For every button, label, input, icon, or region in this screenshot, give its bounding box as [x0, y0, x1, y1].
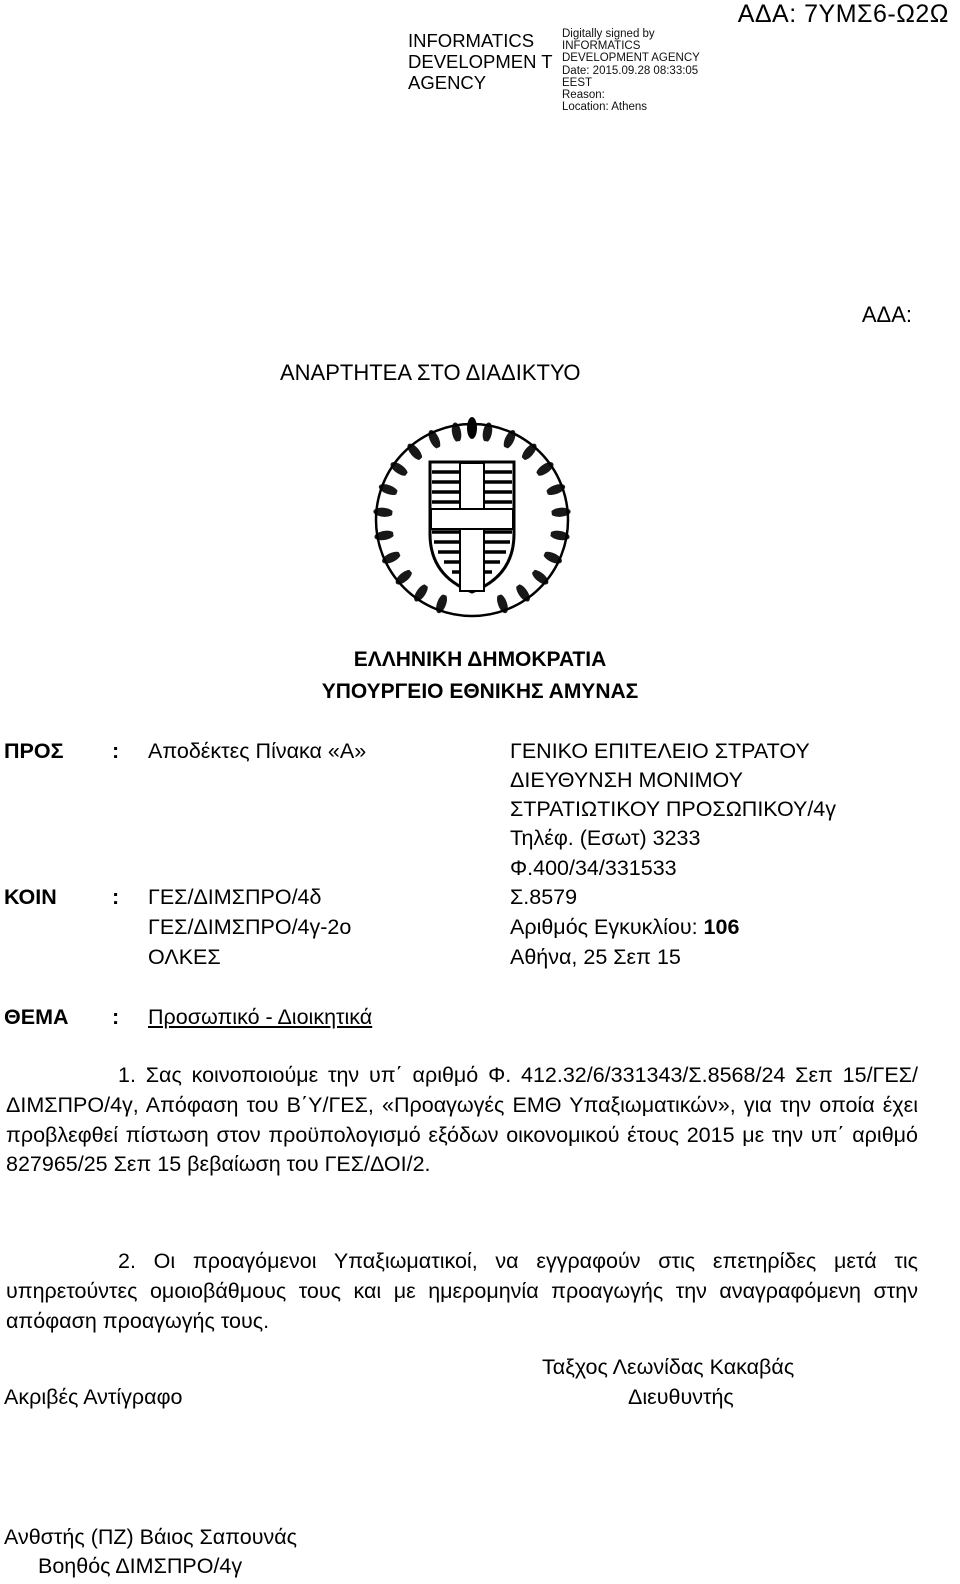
sender-line: ΓΕΝΙΚΟ ΕΠΙΤΕΛΕΙΟ ΣΤΡΑΤΟΥ: [510, 739, 810, 763]
signature-detail-line: Reason:: [562, 89, 605, 102]
publish-notice: ΑΝΑΡΤΗΤΕΑ ΣΤΟ ΔΙΑΔΙΚΤΥΟ: [280, 360, 581, 385]
subject-value: Προσωπικό - Διοικητικά: [148, 1005, 373, 1029]
signature-signer-name: INFORMATICS DEVELOPMEN T AGENCY: [408, 30, 553, 93]
signatory-title: Διευθυντής: [628, 1385, 734, 1409]
paragraph-text: 2. Οι προαγόμενοι Υπαξιωματικοί, να εγγραφούν στις επετηρίδες μετά τις υπηρετούντες ομοιοβάθμους τους και με ημερομηνία προαγωγής την αναγραφόμενη στην απόφαση προαγωγής τους.: [6, 1249, 918, 1333]
certified-copy-label: Ακριβές Αντίγραφο: [4, 1385, 183, 1409]
circular-number-line: [510, 915, 739, 940]
signatory-name: Ταξχος Λεωνίδας Κακαβάς: [542, 1355, 795, 1379]
signature-detail-line: DEVELOPMENT AGENCY: [562, 52, 700, 65]
sender-line: Φ.400/34/331533: [510, 856, 677, 880]
koin-value: ΓΕΣ/ΔΙΜΣΠΡΟ/4δ: [148, 885, 322, 909]
date-line: Αθήνα, 25 Σεπ 15: [510, 945, 681, 969]
paragraph-text: 1. Σας κοινοποιούμε την υπ΄ αριθμό Φ. 412.32/6/331343/Σ.8568/24 Σεπ 15/ΓΕΣ/ΔΙΜΣΠΡΟ/4γ, Απόφαση του Β΄Υ/ΓΕΣ, «Προαγωγές ΕΜΘ Υπαξιωματικών», για την οποία έχει προβλεφθεί πίστωση στον προϋπολογισμό εξόδων οικονομικού έτους 2015 με την υπ΄ αριθμό 827965/25 Σεπ 15 βεβαίωση του ΓΕΣ/ΔΟΙ/2.: [6, 1063, 918, 1177]
ada-label: ΑΔΑ:: [861, 302, 912, 327]
subject-label: ΘΕΜΑ: [4, 1005, 69, 1029]
sender-line: Τηλέφ. (Εσωτ) 3233: [510, 826, 701, 850]
sender-line: ΣΤΡΑΤΙΩΤΙΚΟΥ ΠΡΟΣΩΠΙΚΟΥ/4γ: [510, 797, 837, 821]
body-paragraph-1: [6, 1061, 918, 1180]
signature-detail-line: Date: 2015.09.28 08:33:05: [562, 64, 699, 77]
sender-line: Σ.8579: [510, 885, 578, 909]
sender-line: ΔΙΕΥΘΥΝΣΗ ΜΟΝΙΜΟΥ: [510, 768, 743, 792]
ada-code: ΑΔΑ: 7ΥΜΣ6-Ω2Ω: [737, 0, 949, 28]
signature-detail-line: EEST: [562, 76, 593, 89]
header-republic: ΕΛΛΗΝΙΚΗ ΔΗΜΟΚΡΑΤΙΑ: [353, 648, 607, 671]
signature-detail-line: Location: Athens: [562, 101, 648, 114]
coat-of-arms-icon: [368, 416, 576, 624]
pros-label: ΠΡΟΣ: [4, 739, 64, 763]
signature-details: [562, 28, 700, 113]
signature-detail-line: Digitally signed by: [562, 28, 655, 40]
circular-number: 106: [703, 915, 740, 939]
signature-detail-line: INFORMATICS: [562, 40, 641, 53]
koin-label: ΚΟΙΝ: [4, 885, 57, 909]
koin-value: ΟΛΚΕΣ: [148, 945, 221, 969]
circular-label: Αριθμός Εγκυκλίου:: [510, 915, 704, 939]
koin-colon: :: [112, 885, 120, 909]
subject-colon: :: [112, 1005, 120, 1029]
certifier-name: Ανθστής (ΠΖ) Βάιος Σαπουνάς: [4, 1525, 298, 1549]
body-paragraph-2: [6, 1247, 918, 1336]
certifier-title: Βοηθός ΔΙΜΣΠΡΟ/4γ: [38, 1554, 243, 1578]
pros-value: Αποδέκτες Πίνακα «Α»: [148, 739, 367, 763]
header-ministry: ΥΠΟΥΡΓΕΙΟ ΕΘΝΙΚΗΣ ΑΜΥΝΑΣ: [321, 680, 639, 703]
pros-colon: :: [112, 739, 120, 763]
koin-value: ΓΕΣ/ΔΙΜΣΠΡΟ/4γ-2ο: [148, 915, 352, 939]
